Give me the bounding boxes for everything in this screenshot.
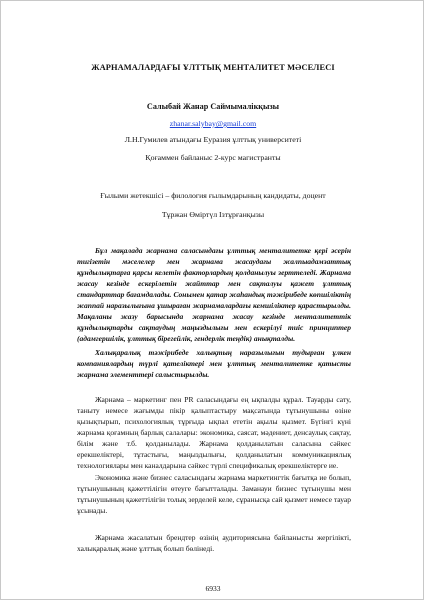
abstract-paragraph-1: Бұл мақалада жарнама саласындағы ұлттық менталитетке қері әсерін тигізетін мәселелер мен жарнама жасаудағы жалпыадамзаттық құндылықтарға қарсы келетін факторлардың қолданылуы зерттеледі. Жарнама жасау кезінде ескерілетін жайттар мен сақталуы қажет ұлттық стандарттар бағамдалады. Сонымен қатар жаһандық тәжірибеде көпшіліктің жаппай наразылығына ұшыраған жарнамалардағы кемшіліктер қарастырылды. Мақаланы жазу барысында жарнама жасау кезінде менталитеттік құндылықтарды сақтаудың маңыздылығы мен ескерілуі тиіс принциптер (адамгершілік, ұлттық бірегейлік, гендерлік теңдік) анықталды. — [77, 246, 351, 343]
author-name: Салыбай Жанар Саймымалікқызы — [146, 102, 280, 111]
supervisor-name: Тұржан Өміртүл Ізтұрғанқызы — [161, 210, 265, 219]
author-position: Қоғаммен байланыс 2-курс магистранты — [145, 153, 281, 162]
body-paragraph-2: Экономика және бизнес саласындағы жарнама маркетингтік бағытқа ие болып, тұтынушының қажеттілігін өтеуге бағытталады. Заманауи бизнес тұтынушы мен тұтынушының қажеттілігін толық зерделей келе, сұранысқа сай қызмет немесе тауар ұсынады. — [77, 473, 351, 515]
abstract-paragraph-2: Халықаралық тәжірибеде халықтың наразылығын тудырған ұлкен компаниялардың түрлі қателіктері мен ұлттық менталитетке қатысты жарнама элементтері салыстырылды. — [77, 348, 351, 379]
paper-title: ЖАРНАМАЛАРДАҒЫ ҰЛТТЫҚ МЕНТАЛИТЕТ МӘСЕЛЕСІ — [91, 63, 335, 72]
page-number: 6933 — [205, 584, 221, 593]
body-paragraph-3: Жарнама жасалатын брендтер өзінің аудиториясына байланысты жергілікті, халықаралық және ұлттық болып бөлінеді. — [77, 533, 351, 553]
author-email-link[interactable]: zhanar.salybay@gmail.com — [169, 119, 257, 128]
affiliation: Л.Н.Гумилев атындағы Еуразия ұлттық университеті — [124, 135, 302, 144]
body-paragraph-1: Жарнама – маркетинг пен PR саласындағы ең ықпалды құрал. Тауарды сату, таныту немесе жағымды пікір қалыптастыру мақсатында тұтынушыны өзіне қызықтырып, психологиялық тұрғыда ықпал ететін ақылы қызмет. Бүгінгі күні жарнама қоғамның барлық салалары: экономика, саясат, мәдениет, денсаулық сақтау, білім және т.б. қолданылады. Жарнама қолданылатын саласына сәйкес ерекшеліктері, тұтастығы, маңыздылығы, қолданылатын коммуникациялық технологиялары мен каналдарына сәйкес түрлі спецификалық ерекшеліктерге ие. — [77, 395, 351, 470]
supervisor-title: Ғылыми жетекшісі – филология ғылымдарының кандидаты, доцент — [100, 191, 326, 200]
